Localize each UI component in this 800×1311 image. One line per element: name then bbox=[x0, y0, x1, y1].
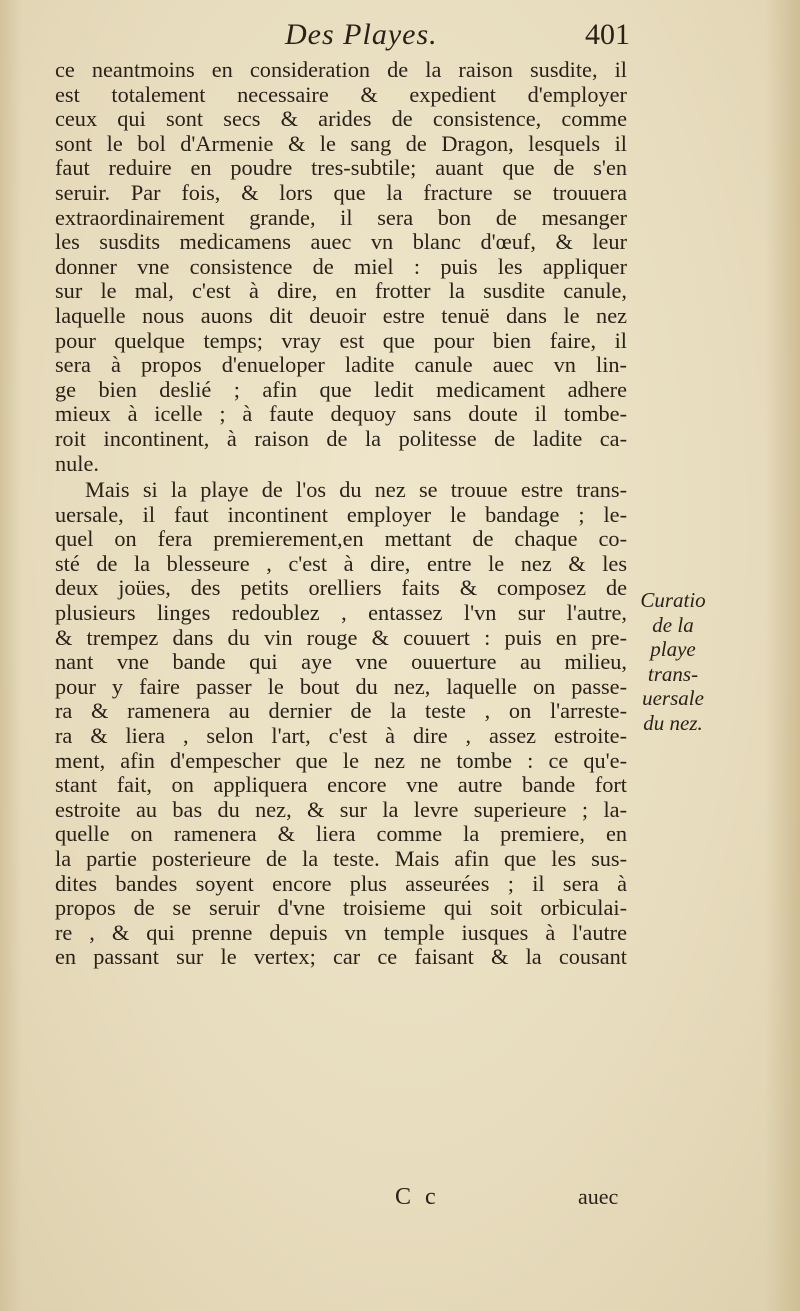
text-line: les susdits medicamens auec vn blanc d'œuf, & leur bbox=[55, 230, 627, 255]
text-line: propos de se seruir d'vne troisieme qui soit orbiculai- bbox=[55, 896, 627, 921]
text-line: seruir. Par fois, & lors que la fracture se trouuera bbox=[55, 180, 627, 205]
marginal-line: Curatio bbox=[640, 588, 706, 612]
catchword: auec bbox=[578, 1184, 619, 1209]
text-line: nule. bbox=[55, 451, 99, 476]
text-line: stant fait, on appliquera encore vne autre bande fort bbox=[55, 773, 627, 798]
marginal-line: trans- bbox=[647, 661, 699, 686]
text-line: sur le mal, c'est à dire, en frotter la susdite canule, bbox=[55, 279, 627, 304]
text-line: quel on fera premierement,en mettant de chaque co- bbox=[55, 527, 627, 552]
text-line: estroite au bas du nez, & sur la levre superieure ; la- bbox=[55, 797, 627, 822]
text-line: sont le bol d'Armenie & le sang de Dragon, lesquels il bbox=[55, 131, 627, 156]
text-line: Mais si la playe de l'os du nez se trouue estre trans- bbox=[85, 478, 627, 503]
text-line: ge bien deslié ; afin que ledit medicament adhere bbox=[55, 377, 627, 402]
page-header bbox=[50, 18, 630, 58]
text-line: roit incontinent, à raison de la politesse de ladite ca- bbox=[55, 426, 627, 451]
text-line: ra & liera , selon l'art, c'est à dire , assez estroite- bbox=[55, 724, 627, 749]
marginal-note bbox=[633, 588, 713, 735]
text-line: est totalement necessaire & expedient d'employer bbox=[55, 82, 627, 107]
text-line: quelle on ramenera & liera comme la premiere, en bbox=[55, 822, 627, 847]
text-line: dites bandes soyent encore plus asseurées ; il sera à bbox=[55, 871, 627, 896]
text-line: ce neantmoins en consideration de la raison susdite, il bbox=[55, 58, 627, 82]
text-line: sté de la blesseure , c'est à dire, entre le nez & les bbox=[55, 551, 627, 576]
text-line: pour y faire passer le bout du nez, laquelle on passe- bbox=[55, 674, 627, 699]
signature-mark: C c bbox=[395, 1184, 440, 1210]
text-line: faut reduire en poudre tres-subtile; auant que de s'en bbox=[55, 156, 627, 181]
body-text bbox=[55, 58, 627, 970]
text-line: donner vne consistence de miel : puis les appliquer bbox=[55, 254, 627, 279]
page-number: 401 bbox=[585, 18, 630, 51]
text-line: re , & qui prenne depuis vn temple iusques à l'autre bbox=[55, 920, 627, 945]
text-line: deux joües, des petits orelliers faits & composez de bbox=[55, 576, 627, 601]
text-line: pour quelque temps; vray est que pour bien faire, il bbox=[55, 328, 627, 353]
text-line: uersale, il faut incontinent employer le bandage ; le- bbox=[55, 502, 627, 527]
running-title: Des Playes. bbox=[285, 18, 438, 51]
text-line: ra & ramenera au dernier de la teste , on l'arreste- bbox=[55, 699, 627, 724]
text-line: & trempez dans du vin rouge & couuert : puis en pre- bbox=[55, 625, 627, 650]
text-line: plusieurs linges redoublez , entassez l'vn sur l'autre, bbox=[55, 601, 627, 626]
text-line: en passant sur le vertex; car ce faisant & la cousant bbox=[55, 945, 627, 970]
marginal-line: uersale bbox=[642, 686, 704, 710]
text-line: ment, afin d'empescher que le nez ne tombe : ce qu'e- bbox=[55, 748, 627, 773]
text-line: ceux qui sont secs & arides de consistence, comme bbox=[55, 107, 627, 132]
text-line: nant vne bande qui aye vne ouuerture au milieu, bbox=[55, 650, 627, 675]
text-line: laquelle nous auons dit deuoir estre tenuë dans le nez bbox=[55, 303, 627, 328]
marginal-line: de la bbox=[652, 612, 694, 637]
text-line: la partie posterieure de la teste. Mais afin que les sus- bbox=[55, 847, 627, 871]
page-edge-shadow bbox=[765, 0, 800, 1311]
marginal-line: du nez. bbox=[643, 710, 703, 735]
text-line: extraordinairement grande, il sera bon de mesanger bbox=[55, 205, 627, 230]
text-line: sera à propos d'enueloper ladite canule auec vn lin- bbox=[55, 353, 627, 378]
marginal-line: playe bbox=[650, 637, 696, 661]
text-line: mieux à icelle ; à faute dequoy sans doute il tombe- bbox=[55, 402, 627, 427]
